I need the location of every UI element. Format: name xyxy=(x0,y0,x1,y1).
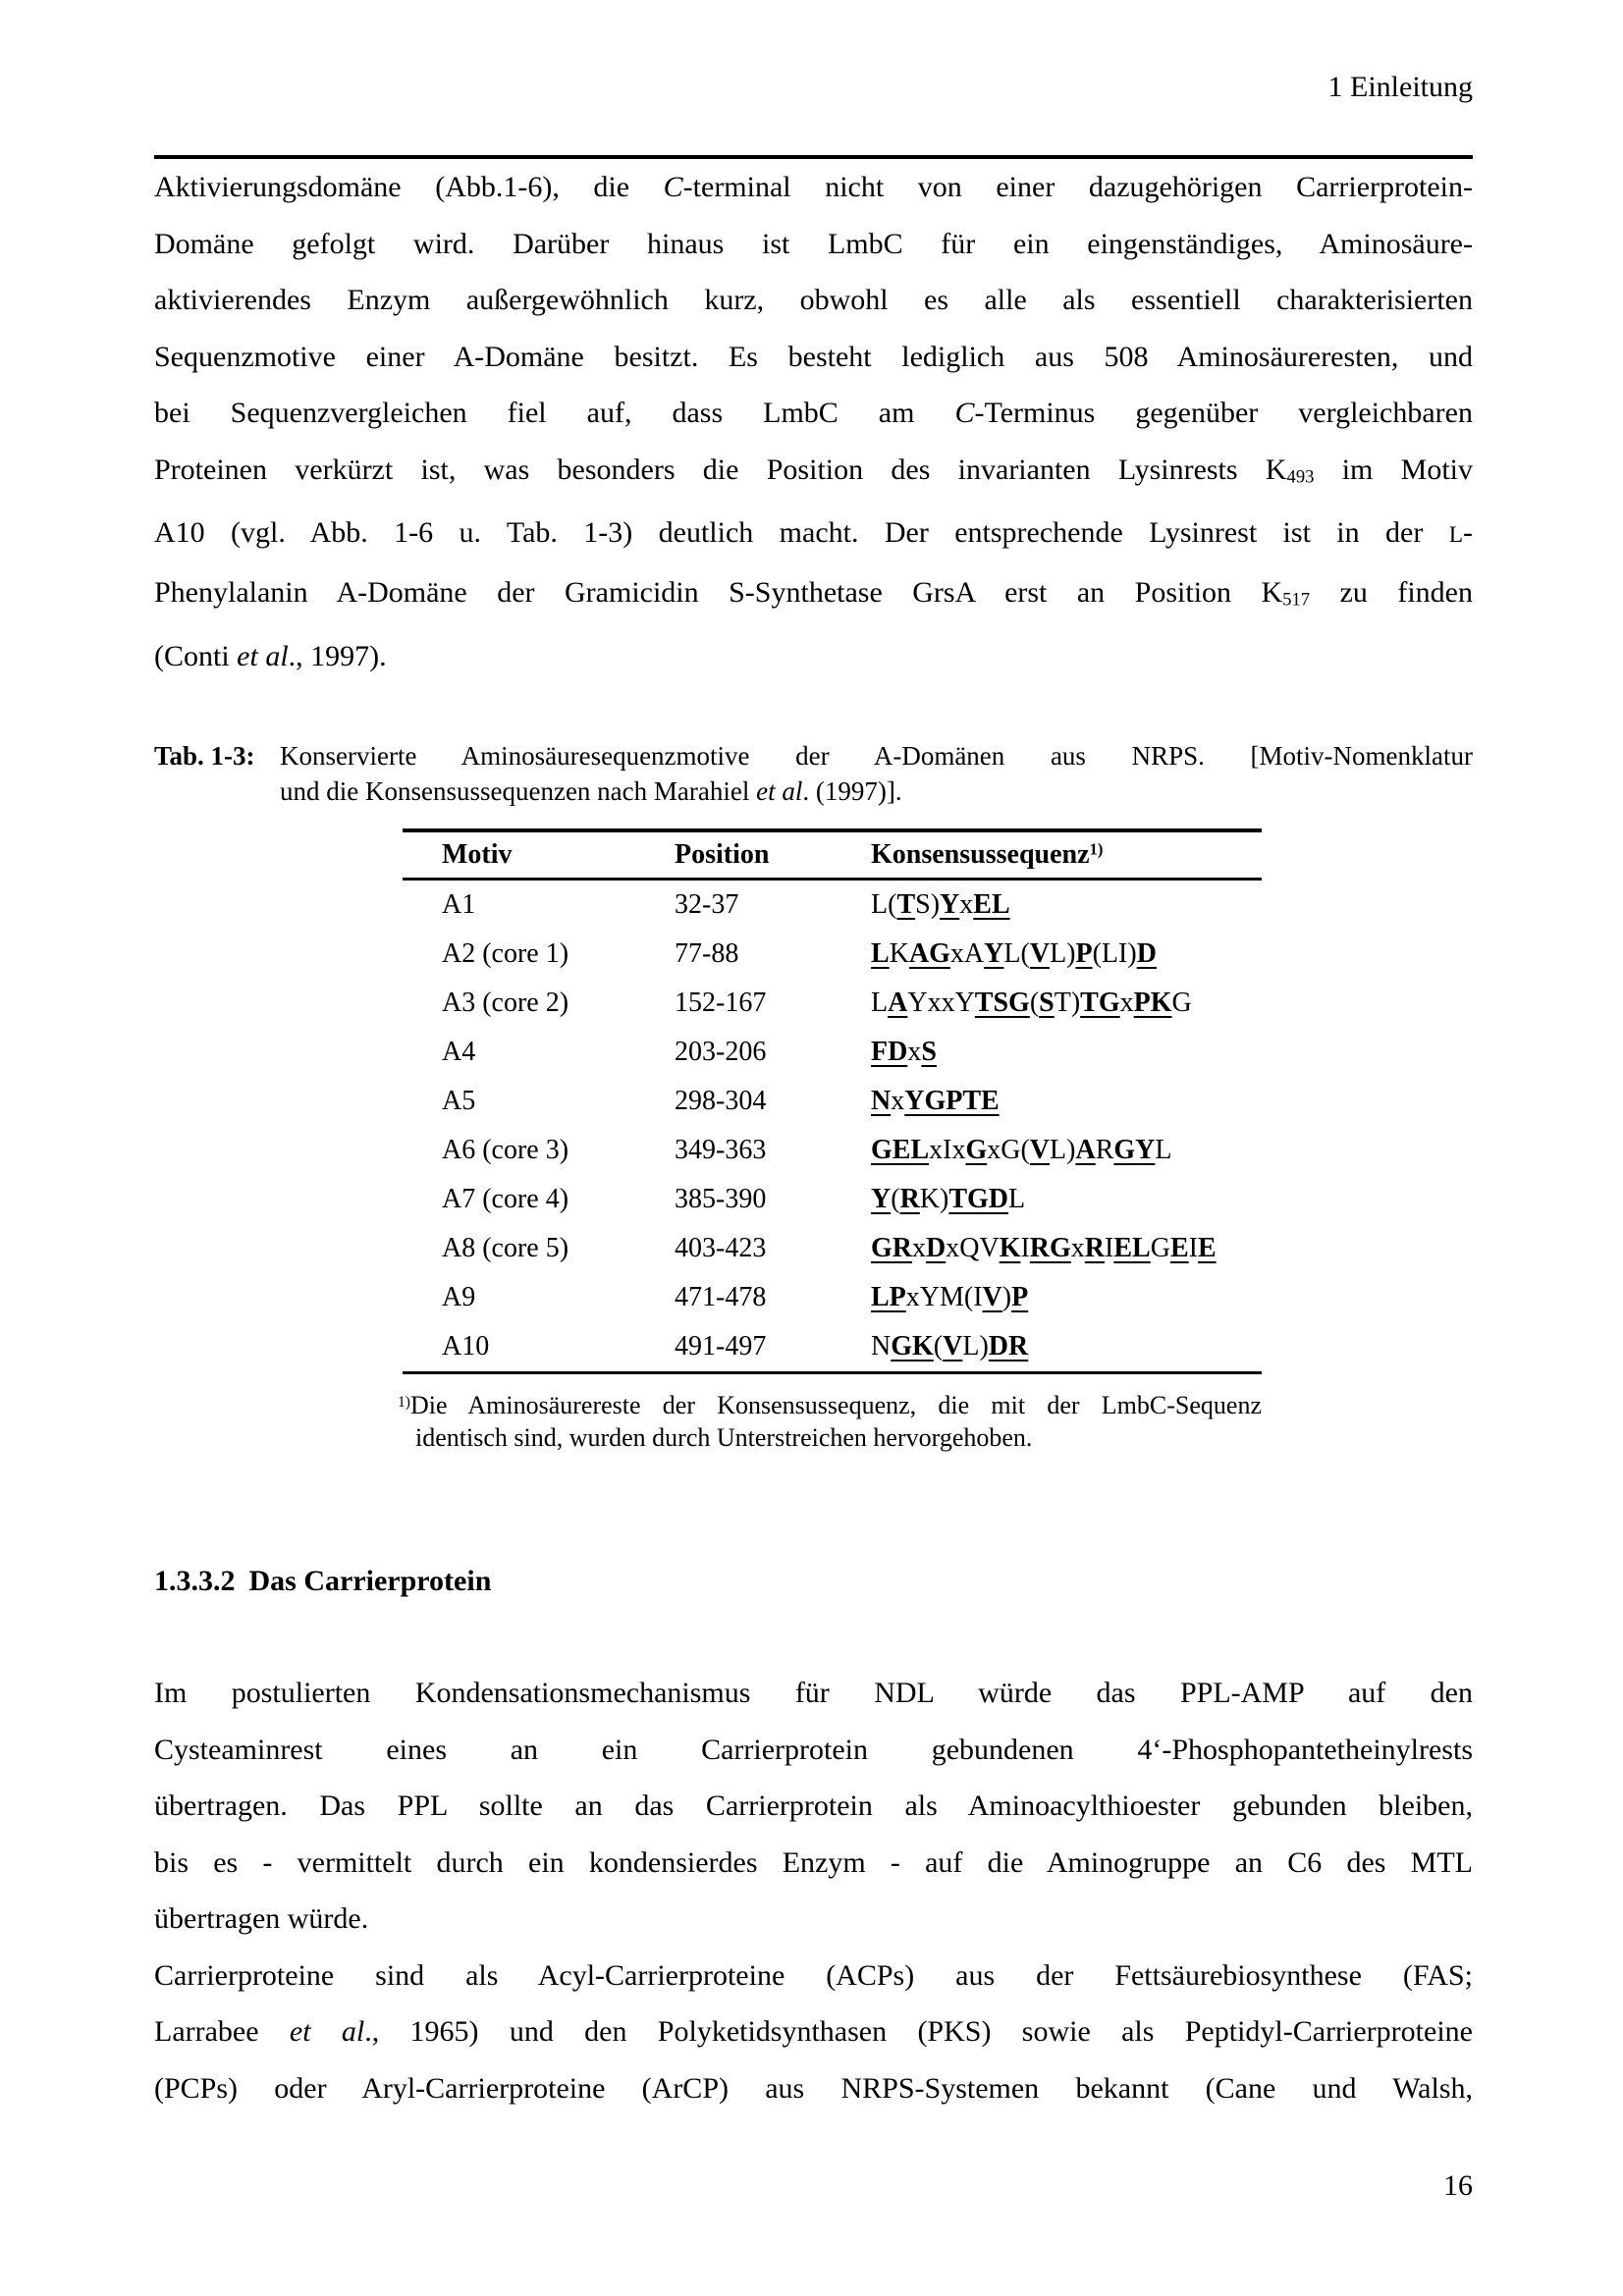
text-line: übertragen. Das PPL sollte an das Carrierprotein als Aminoacylthioester gebunden bleiben, xyxy=(154,1789,1473,1823)
table-caption xyxy=(154,738,1473,809)
sequence-cell: L(TS)YxEL xyxy=(871,889,1010,921)
footnote-line xyxy=(398,1386,1262,1421)
motiv-cell: A5 xyxy=(442,1086,476,1117)
footnote-text: Die Aminosäurereste der Konsensussequenz, die mit der LmbC-Sequenz xyxy=(410,1391,1262,1420)
footnote-marker: 1) xyxy=(1089,839,1104,859)
text-line: Carrierproteine sind als Acyl-Carrierproteine (ACPs) aus der Fettsäurebiosynthese (FAS; xyxy=(154,1958,1473,1992)
position-cell: 203-206 xyxy=(675,1037,767,1068)
position-cell: 152-167 xyxy=(675,988,767,1019)
motiv-cell: A9 xyxy=(442,1282,476,1313)
column-header-position: Position xyxy=(675,839,770,871)
paragraph-3 xyxy=(154,1948,1473,2117)
sequence-cell: FDxS xyxy=(871,1037,937,1068)
position-cell: 349-363 xyxy=(675,1135,767,1166)
text-line: Aktivierungsdomäne (Abb.1-6), die C-terminal nicht von einer dazugehörigen Carrierprotein- xyxy=(154,171,1473,203)
table-footnote xyxy=(398,1386,1262,1454)
sequence-cell: NxYGPTE xyxy=(871,1086,1000,1117)
motiv-cell: A6 (core 3) xyxy=(442,1135,569,1166)
sequence-cell: LAYxxYTSG(ST)TGxPKG xyxy=(871,988,1192,1019)
text-line: übertragen würde. xyxy=(154,1902,369,1936)
section-heading xyxy=(154,1564,1473,1599)
position-cell: 298-304 xyxy=(675,1086,767,1117)
text-line: Cysteaminrest eines an ein Carrierprotein gebundenen 4‘-Phosphopantetheinylrests xyxy=(154,1733,1473,1766)
position-cell: 491-497 xyxy=(675,1331,767,1362)
table-caption-label: Tab. 1-3: xyxy=(154,741,255,772)
position-cell: 385-390 xyxy=(675,1184,767,1215)
sequence-cell: GELxIxGxG(VL)ARGYL xyxy=(871,1135,1172,1166)
position-cell: 471-478 xyxy=(675,1282,767,1313)
text-line: Domäne gefolgt wird. Darüber hinaus ist LmbC für ein eingenständiges, Aminosäure- xyxy=(154,227,1473,260)
text-line: bis es - vermittelt durch ein kondensierdes Enzym - auf die Aminogruppe an C6 des MTL xyxy=(154,1845,1473,1879)
text-line: Sequenzmotive einer A-Domäne besitzt. Es besteht lediglich aus 508 Aminosäureresten, und xyxy=(154,340,1473,373)
motiv-cell: A7 (core 4) xyxy=(442,1184,569,1215)
table-row xyxy=(403,1273,1262,1322)
sequence-cell: LPxYM(IV)P xyxy=(871,1282,1029,1313)
table-row xyxy=(403,1028,1262,1077)
table-row xyxy=(403,1175,1262,1224)
position-cell: 403-423 xyxy=(675,1233,767,1264)
text-line: Larrabee et al., 1965) und den Polyketidsynthasen (PKS) sowie als Peptidyl-Carrierproteine xyxy=(154,2015,1473,2049)
table-row xyxy=(403,1126,1262,1175)
table-row xyxy=(403,881,1262,930)
table-row xyxy=(403,930,1262,979)
table-caption-line: und die Konsensussequenzen nach Marahiel et al. (1997)]. xyxy=(280,776,902,807)
running-head-title: 1 Einleitung xyxy=(1327,71,1473,103)
table-header-row xyxy=(403,832,1262,878)
motiv-cell: A1 xyxy=(442,889,476,921)
text-line: A10 (vgl. Abb. 1-6 u. Tab. 1-3) deutlich macht. Der entsprechende Lysinrest ist in der L- xyxy=(154,516,1473,550)
paragraph-2 xyxy=(154,1665,1473,1948)
column-header-motiv: Motiv xyxy=(442,839,513,871)
motiv-cell: A8 (core 5) xyxy=(442,1233,569,1264)
motiv-cell: A2 (core 1) xyxy=(442,938,569,970)
sequence-cell: GRxDxQVKIRGxRIELGEIE xyxy=(871,1233,1217,1264)
column-header-konsensussequenz: Konsensussequenz$^{1)}$ xyxy=(871,839,1104,871)
table-caption-line: Konservierte Aminosäuresequenzmotive der A-Domänen aus NRPS. [Motiv-Nomenklatur xyxy=(280,741,1473,772)
text-line: (Conti et al., 1997). xyxy=(154,639,387,672)
sequence-cell: Y(RK)TGDL xyxy=(871,1184,1026,1215)
table-row xyxy=(403,1322,1262,1371)
text-line: Proteinen verkürzt ist, was besonders die Position des invarianten Lysinrests K493 im Motiv xyxy=(154,453,1473,487)
motiv-cell: A3 (core 2) xyxy=(442,988,569,1019)
text-line: Im postulierten Kondensationsmechanismus für NDL würde das PPL-AMP auf den xyxy=(154,1677,1473,1710)
motiv-cell: A4 xyxy=(442,1037,476,1068)
text-line: Phenylalanin A-Domäne der Gramicidin S-Synthetase GrsA erst an Position K517 zu finden xyxy=(154,575,1473,611)
sequence-cell: NGK(VL)DR xyxy=(871,1331,1029,1362)
section-title: Das Carrierprotein xyxy=(248,1565,492,1598)
footnote-line: identisch sind, wurden durch Unterstreichen hervorgehoben. xyxy=(415,1423,1033,1453)
table-row xyxy=(403,979,1262,1028)
text-line: aktivierendes Enzym außergewöhnlich kurz, obwohl es alle als essentiell charakterisierten xyxy=(154,284,1473,316)
table-row xyxy=(403,1077,1262,1126)
position-cell: 77-88 xyxy=(675,938,739,970)
running-head xyxy=(154,72,1473,103)
footnote-marker: 1) xyxy=(398,1394,410,1412)
section-number: 1.3.3.2 xyxy=(154,1565,236,1598)
text-line: bei Sequenzvergleichen fiel auf, dass LmbC am C-Terminus gegenüber vergleichbaren xyxy=(154,397,1473,429)
paragraph-1 xyxy=(154,159,1473,684)
table-bottom-rule xyxy=(403,1371,1262,1374)
motif-table xyxy=(403,828,1262,1374)
text-line: (PCPs) oder Aryl-Carrierproteine (ArCP) aus NRPS-Systemen bekannt (Cane und Walsh, xyxy=(154,2071,1473,2105)
page-number: 16 xyxy=(1443,2169,1473,2203)
table-row xyxy=(403,1224,1262,1273)
position-cell: 32-37 xyxy=(675,889,739,921)
sequence-cell: LKAGxAYL(VL)P(LI)D xyxy=(871,938,1157,970)
motiv-cell: A10 xyxy=(442,1331,490,1362)
